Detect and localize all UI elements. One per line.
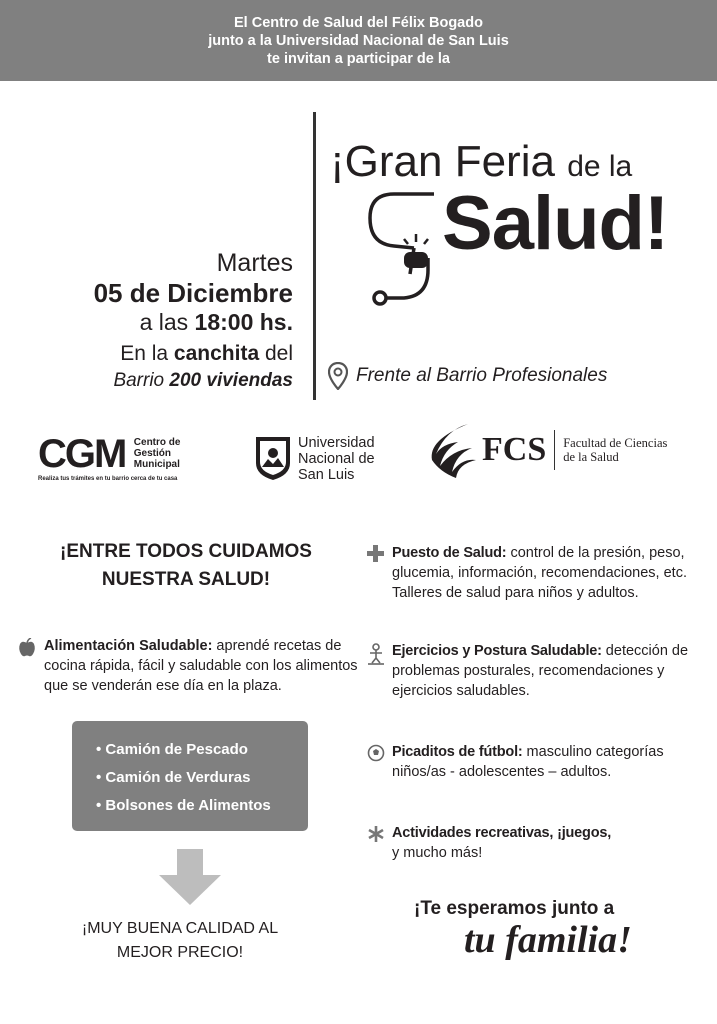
service-ejercicios [367,641,703,701]
service-title: Puesto de Salud: [392,545,507,561]
cgm-name-line-2: Gestión [133,448,172,459]
food-trucks-box [72,721,308,831]
event-date: 05 de Diciembre [93,278,293,308]
event-barrio: 200 viviendas [169,370,293,391]
fcs-logo [428,420,667,480]
fcs-separator [554,430,555,470]
unsl-logo [254,435,375,483]
event-place-line [94,340,293,368]
alimentacion-text: aprendé recetas de cocina rápida, fácil y saludable con los alimentos que se venderán ese día en la plaza. [44,638,358,694]
unsl-line-1: Universidad [298,435,375,451]
service-text: control de la presión, peso, glucemia, información, recomendaciones, etc. Talleres de salud para niños y adultos. [392,545,687,601]
barrio-prefix: Barrio [113,370,165,391]
hands-icon [428,420,478,480]
quality-line-2: MEJOR PRECIO! [116,944,244,961]
alimentacion-item [18,636,358,696]
cgm-name [134,437,181,470]
fcs-abbr: FCS [482,431,547,468]
service-title: Picaditos de fútbol: [392,744,523,760]
asterisk-icon [367,825,385,843]
unsl-shield-icon [254,435,292,481]
cgm-tagline: Realiza tus trámites en tu barrio cerca de tu casa [38,476,178,482]
title-part-2: de la [567,150,633,183]
place-prefix: En la [120,342,169,365]
cgm-name-line-1: Centro de [133,437,181,448]
fcs-line-2: de la Salud [563,450,619,464]
service-actividades [367,823,647,863]
cgm-name-line-3: Municipal [133,459,180,470]
location-pin-icon [328,362,348,390]
slogan-line-2: NUESTRA SALUD! [101,569,271,590]
unsl-line-2: Nacional de [298,451,375,467]
unsl-line-3: San Luis [298,467,355,483]
banner-line-3: te invitan a participar de la [267,51,450,67]
title-part-1: ¡Gran Feria [330,137,555,186]
banner-line-2: junto a la Universidad Nacional de San Luis [208,33,509,49]
event-day: Martes [216,249,293,277]
quality-slogan [50,917,310,965]
service-text: y mucho más! [392,845,483,861]
event-location [328,362,607,390]
fcs-line-1: Facultad de Ciencias [563,436,668,450]
exercise-person-icon [367,643,385,665]
event-time-line [94,308,293,336]
service-title: Ejercicios y Postura Saludable: [392,643,602,659]
closing-line-1: ¡Te esperamos junto a [414,898,615,919]
service-text: masculino categorías niños/as - adolescentes – adultos. [392,744,664,780]
fcs-name [563,436,667,464]
soccer-ball-icon [367,744,385,762]
service-text: detección de problemas posturales, recomendaciones y ejercicios saludables. [392,643,689,699]
cgm-logo [38,434,180,482]
event-place: canchita [173,342,260,365]
location-text: Frente al Barrio Profesionales [356,365,608,386]
slogan-line-1: ¡ENTRE TODOS CUIDAMOS [60,541,312,562]
service-futbol [367,742,703,782]
banner-line-1: El Centro de Salud del Félix Bogado [234,15,483,31]
list-item: • Bolsones de Alimentos [96,797,271,814]
cgm-abbr: CGM [38,432,126,476]
service-title: Actividades recreativas, ¡juegos, [392,825,612,841]
unsl-name [298,435,375,483]
plus-cross-icon [367,545,384,562]
list-item: • Camión de Verduras [96,769,251,786]
event-title-salud: Salud! [442,181,669,266]
arrow-down-icon [159,849,221,905]
list-item: • Camión de Pescado [96,741,248,758]
alimentacion-title: Alimentación Saludable: [44,638,213,654]
apple-icon [18,638,36,658]
service-puesto-salud [367,543,703,603]
event-barrio-line [94,368,293,394]
place-suffix: del [264,342,293,365]
event-details [94,248,293,394]
closing-line-2: tu familia! [464,919,632,961]
vertical-divider [313,112,316,400]
top-banner [0,0,717,81]
slogan [36,538,336,594]
event-time: 18:00 hs. [194,309,293,335]
quality-line-1: ¡MUY BUENA CALIDAD AL [81,920,279,937]
time-prefix: a las [139,309,189,335]
